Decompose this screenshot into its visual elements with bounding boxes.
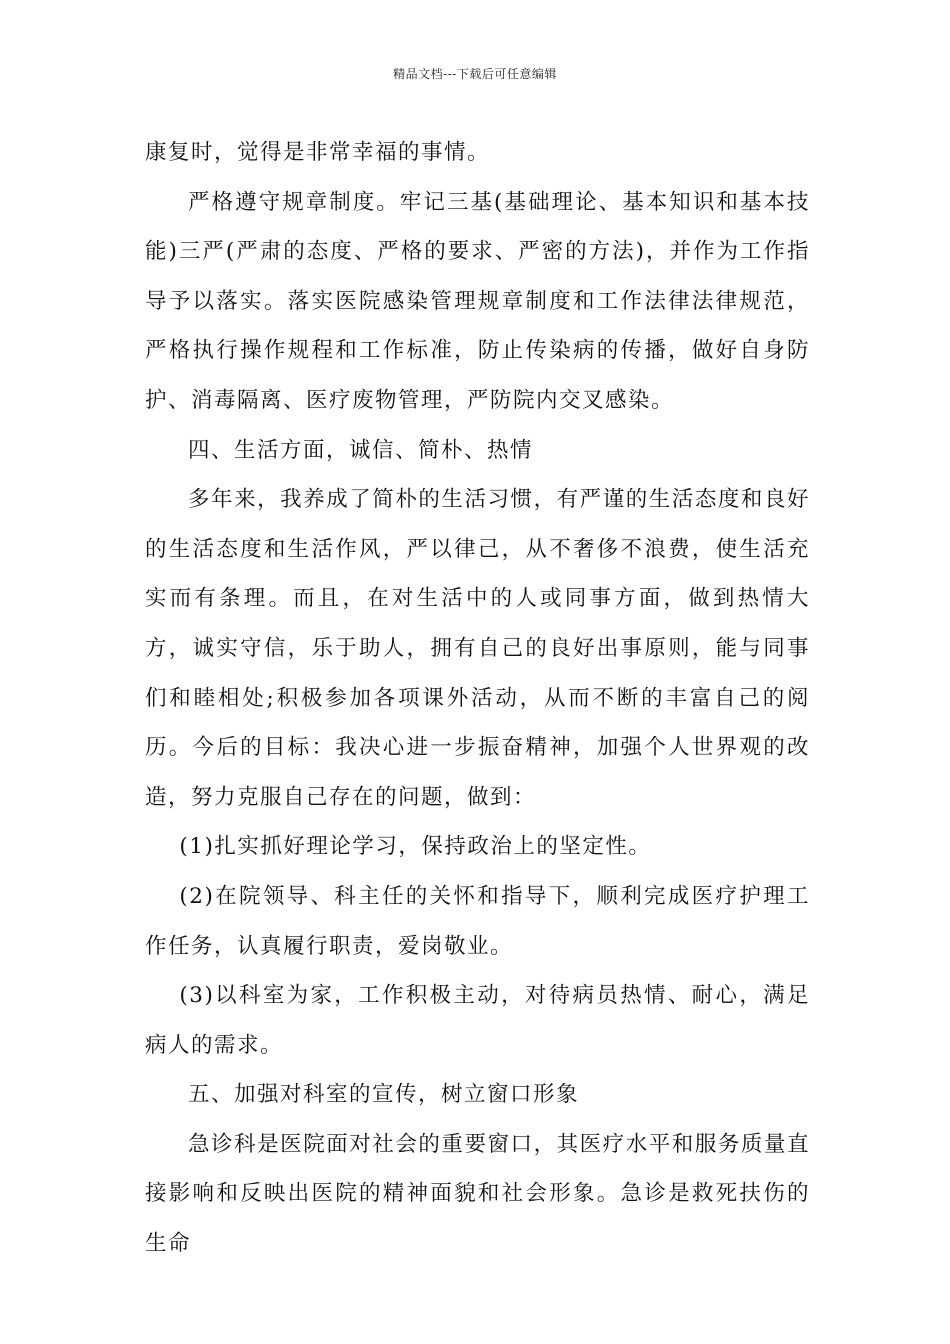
- page-header: 精品文档---下载后可任意编辑: [393, 67, 557, 81]
- section-heading: 五、加强对科室的宣传，树立窗口形象: [188, 1082, 580, 1108]
- paragraph: 严格遵守规章制度。牢记三基(基础理论、基本知识和基本技能)三严(严肃的态度、严格的要求、严密的方法)，并作为工作指导予以落实。落实医院感染管理规章制度和工作法律法律规范，严格执行操作规程和工作标准，防止传染病的传播，做好自身防护、消毒隔离、医疗废物管理，严防院内交叉感染。: [145, 189, 810, 413]
- section-heading: 四、生活方面，诚信、简朴、热情: [188, 437, 534, 463]
- paragraph: 急诊科是医院面对社会的重要窗口，其医疗水平和服务质量直接影响和反映出医院的精神面貌和社会形象。急诊是救死扶伤的生命: [145, 1131, 810, 1257]
- list-item: (3)以科室为家，工作积极主动，对待病员热情、耐心，满足病人的需求。: [145, 983, 810, 1058]
- document-body: [145, 128, 810, 1269]
- list-item: (1)扎实抓好理论学习，保持政治上的坚定性。: [179, 834, 652, 860]
- paragraph: 康复时，觉得是非常幸福的事情。: [145, 140, 491, 165]
- list-item: (2)在院领导、科主任的关怀和指导下，顺利完成医疗护理工作任务，认真履行职责，爱岗敬业。: [145, 883, 810, 959]
- paragraph: 多年来，我养成了简朴的生活习惯，有严谨的生活态度和良好的生活态度和生活作风，严以律己，从不奢侈不浪费，使生活充实而有条理。而且，在对生活中的人或同事方面，做到热情大方，诚实守信，乐于助人，拥有自己的良好出事原则，能与同事们和睦相处;积极参加各项课外活动，从而不断的丰富自己的阅历。今后的目标：我决心进一步振奋精神，加强个人世界观的改造，努力克服自己存在的问题，做到：: [145, 487, 810, 810]
